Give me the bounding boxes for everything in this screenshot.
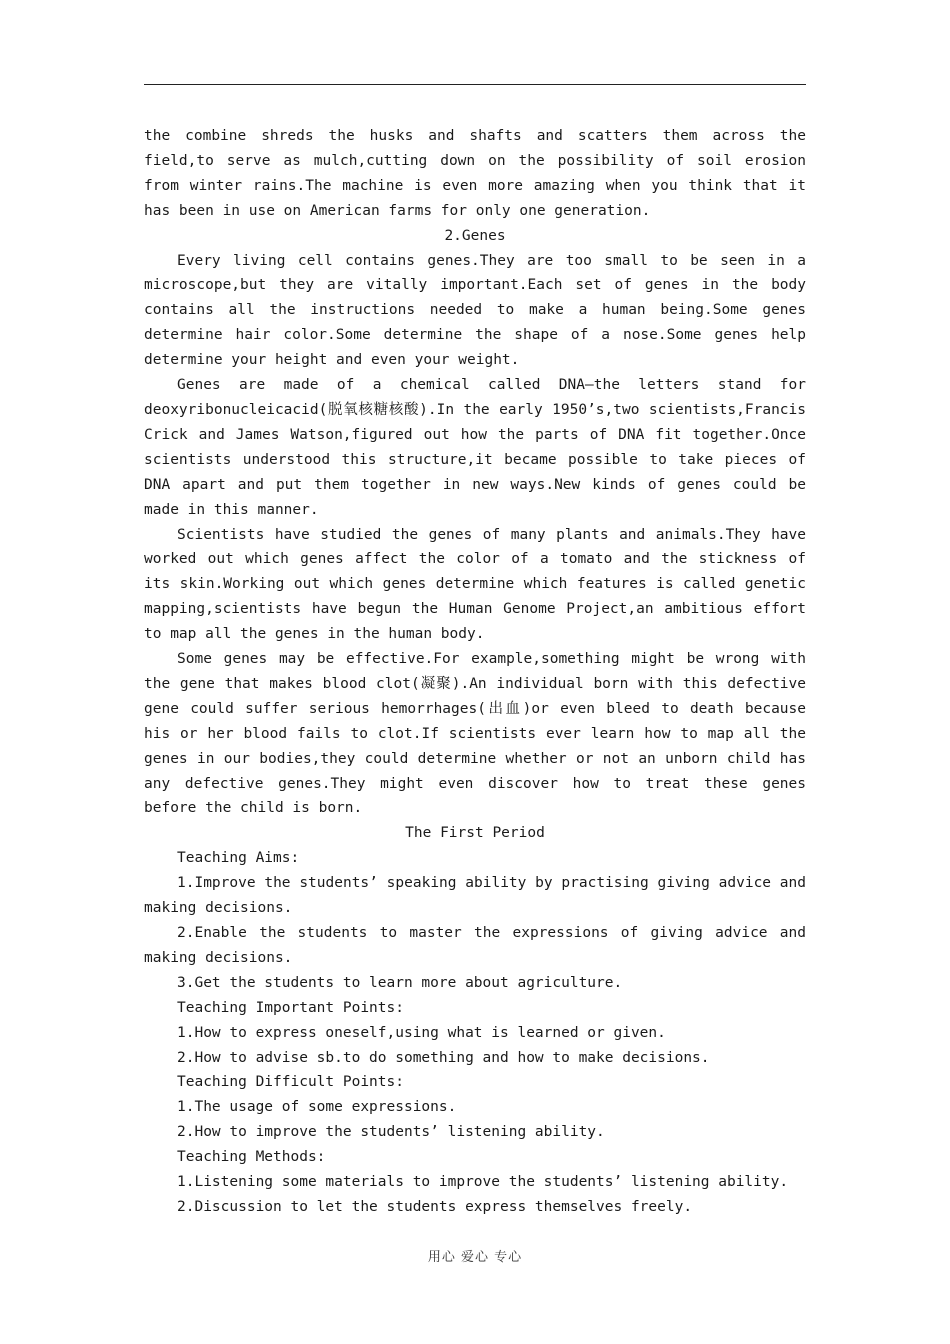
teaching-aim-3: 3.Get the students to learn more about agriculture.: [177, 974, 623, 991]
difficult-points-heading: Teaching Difficult Points:: [177, 1074, 404, 1091]
paragraph-dna: Genes are made of a chemical called DNA—the letters stand for deoxyribonucleicacid(脱氧核糖核酸).In the early 1950’s,two scientists,Francis Crick and James Watson,figured out how the parts of DNA fit together.Once scientists understood this structure,it became possible to take pieces of DNA apart and put them together in new ways.New kinds of genes could be made in this manner.: [144, 377, 806, 518]
important-points-heading: Teaching Important Points:: [177, 999, 404, 1016]
page-footer: 用心 爱心 专心: [427, 1250, 523, 1265]
section-heading-first-period: The First Period: [405, 825, 545, 842]
teaching-aim-1: 1.Improve the students’ speaking ability by practising giving advice and making decisions.: [144, 875, 806, 917]
teaching-aims-heading: Teaching Aims:: [177, 850, 300, 867]
important-point-2: 2.How to advise sb.to do something and how to make decisions.: [177, 1049, 710, 1066]
document-body: [144, 124, 806, 1220]
important-point-1: 1.How to express oneself,using what is learned or given.: [177, 1024, 666, 1041]
difficult-point-1: 1.The usage of some expressions.: [177, 1099, 457, 1116]
paragraph-defective-genes: Some genes may be effective.For example,something might be wrong with the gene that makes blood clot(凝聚).An individual born with this defective gene could suffer serious hemorrhages(出血)or even bleed to death because his or her blood fails to clot.If scientists ever learn how to map all the genes in our bodies,they could determine whether or not an unborn child has any defective genes.They might even discover how to treat these genes before the child is born.: [144, 651, 806, 817]
header-rule: [144, 84, 806, 85]
section-heading-genes: 2.Genes: [444, 227, 506, 244]
teaching-methods-heading: Teaching Methods:: [177, 1149, 326, 1166]
teaching-method-1: 1.Listening some materials to improve the students’ listening ability.: [177, 1174, 789, 1191]
paragraph-combine: the combine shreds the husks and shafts and scatters them across the field,to serve as mulch,cutting down on the possibility of soil erosion from winter rains.The machine is even more amazing when you think that it has been in use on American farms for only one generation.: [144, 128, 806, 219]
difficult-point-2: 2.How to improve the students’ listening ability.: [177, 1124, 605, 1141]
teaching-aim-2: 2.Enable the students to master the expressions of giving advice and making decisions.: [144, 925, 806, 966]
teaching-method-2: 2.Discussion to let the students express themselves freely.: [177, 1198, 693, 1215]
paragraph-genetic-mapping: Scientists have studied the genes of many plants and animals.They have worked out which genes affect the color of a tomato and the stickness of its skin.Working out which genes determine which features is called genetic mapping,scientists have begun the Human Genome Project,an ambitious effort to map all the genes in the human body.: [144, 526, 806, 643]
paragraph-genes-intro: Every living cell contains genes.They are too small to be seen in a microscope,but they are vitally important.Each set of genes in the body contains all the instructions needed to make a human being.Some genes determine hair color.Some determine the shape of a nose.Some genes help determine your height and even your weight.: [144, 252, 806, 369]
